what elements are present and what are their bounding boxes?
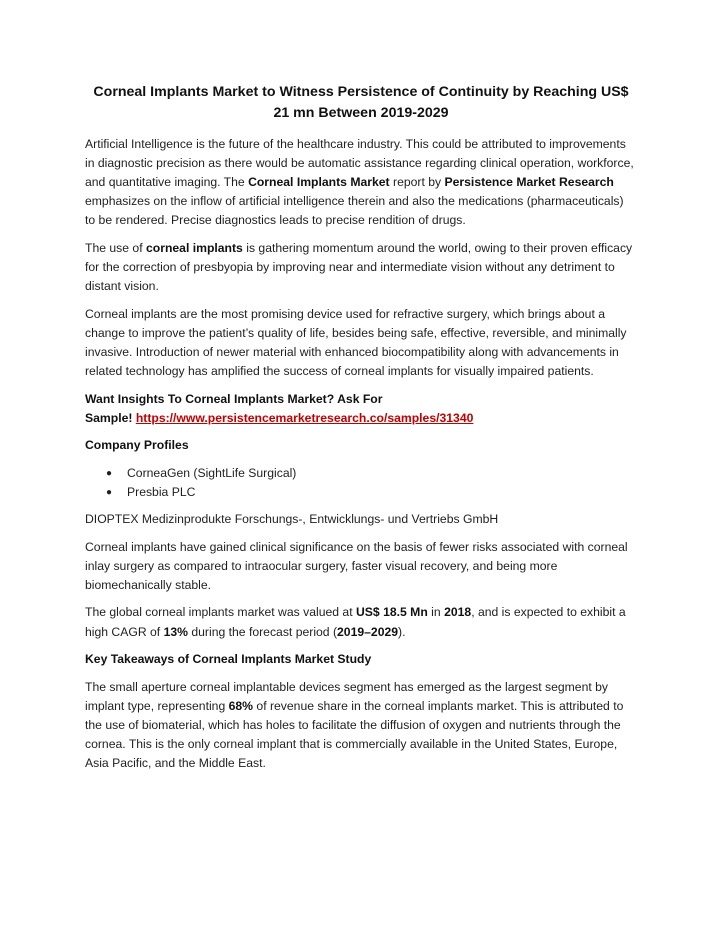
title-line-1: Corneal Implants Market to Witness Persistence of Continuity by Reaching US$ <box>93 84 629 100</box>
paragraph-refractive-surgery: Corneal implants are the most promising device used for refractive surgery, which brings about a change to improve the patient’s quality of life, besides being safe, effective, reversible, and minimally invasive. Introduction of newer material with enhanced biocompatibility along with advancements in related technology has amplified the success of corneal implants for visually impaired patients. <box>85 306 627 379</box>
p5-bold-year: 2018 <box>444 605 472 620</box>
p1-text-2: report by <box>389 175 445 190</box>
p5-text-1: The global corneal implants market was valued at <box>85 605 356 620</box>
company-list <box>85 464 637 502</box>
key-takeaways-heading: Key Takeaways of Corneal Implants Market Study <box>85 652 372 667</box>
paragraph-ai-healthcare <box>85 135 637 230</box>
p5-bold-period: 2019–2029 <box>337 624 399 639</box>
sample-request <box>85 390 637 428</box>
title-line-2: 21 mn Between 2019-2029 <box>273 105 449 121</box>
paragraph-corneal-implants-use <box>85 239 637 296</box>
bullet-icon: ● <box>106 487 113 498</box>
p1-text-3: emphasizes on the inflow of artificial intelligence therein and also the medications (pharmaceuticals) to be rendered. Precise diagnostics leads to precise rendition of drugs. <box>85 194 624 228</box>
paragraph-small-aperture <box>85 678 637 773</box>
document-title <box>85 82 637 124</box>
paragraph-market-value <box>85 603 637 641</box>
p1-text-1: Artificial Intelligence is the future of the healthcare industry. This could be attributed to improvements in diagnostic precision as there would be automatic assistance regarding clinical operation, workforce, and quantitative imaging. The <box>85 137 634 190</box>
p2-text-2: is gathering momentum around the world, owing to their proven efficacy for the correction of presbyopia by improving near and intermediate vision without any detriment to distant vision. <box>85 240 633 294</box>
company-profiles-heading: Company Profiles <box>85 438 189 453</box>
bullet-icon: ● <box>106 467 113 479</box>
company-name: Presbia PLC <box>127 485 196 499</box>
document-body <box>85 82 637 782</box>
p5-bold-value: US$ 18.5 Mn <box>355 605 428 620</box>
p6-bold-share: 68% <box>228 698 254 713</box>
list-item <box>85 483 637 502</box>
p2-bold-implants: corneal implants <box>145 240 243 255</box>
company-dioptex: DIOPTEX Medizinprodukte Forschungs-, Entwicklungs- und Vertriebs GmbH <box>85 512 499 527</box>
sample-link[interactable]: https://www.persistencemarketresearch.co/samples/31340 <box>135 410 474 425</box>
p1-bold-pmr: Persistence Market Research <box>444 175 614 190</box>
p5-text-5: ). <box>398 624 406 639</box>
p1-bold-market: Corneal Implants Market <box>248 175 390 190</box>
paragraph-clinical-significance: Corneal implants have gained clinical significance on the basis of fewer risks associated with corneal inlay surgery as compared to intraocular surgery, faster visual recovery, and being more biomechanically stable. <box>85 539 628 592</box>
sample-request-prefix: Sample! <box>85 410 133 425</box>
p6-text-1: The small aperture corneal implantable devices segment has emerged as the largest segment by implant type, representing <box>85 679 608 713</box>
list-item <box>85 464 637 483</box>
p5-text-4: during the forecast period ( <box>187 624 338 639</box>
p5-bold-cagr: 13% <box>163 624 188 639</box>
sample-request-line-1: Want Insights To Corneal Implants Market? Ask For <box>85 391 383 406</box>
p5-text-2: in <box>427 605 445 620</box>
p6-text-2: of revenue share in the corneal implants market. This is attributed to the use of biomaterial, which has holes to facilitate the diffusion of oxygen and nutrients through the cornea. This is the only corneal implant that is commercially available in the United States, Europe, Asia Pacific, and the Middle East. <box>85 698 624 771</box>
p5-text-3: , and is expected to exhibit a high CAGR of <box>85 605 626 639</box>
company-name: CorneaGen (SightLife Surgical) <box>127 465 297 480</box>
p2-text-1: The use of <box>85 240 146 255</box>
